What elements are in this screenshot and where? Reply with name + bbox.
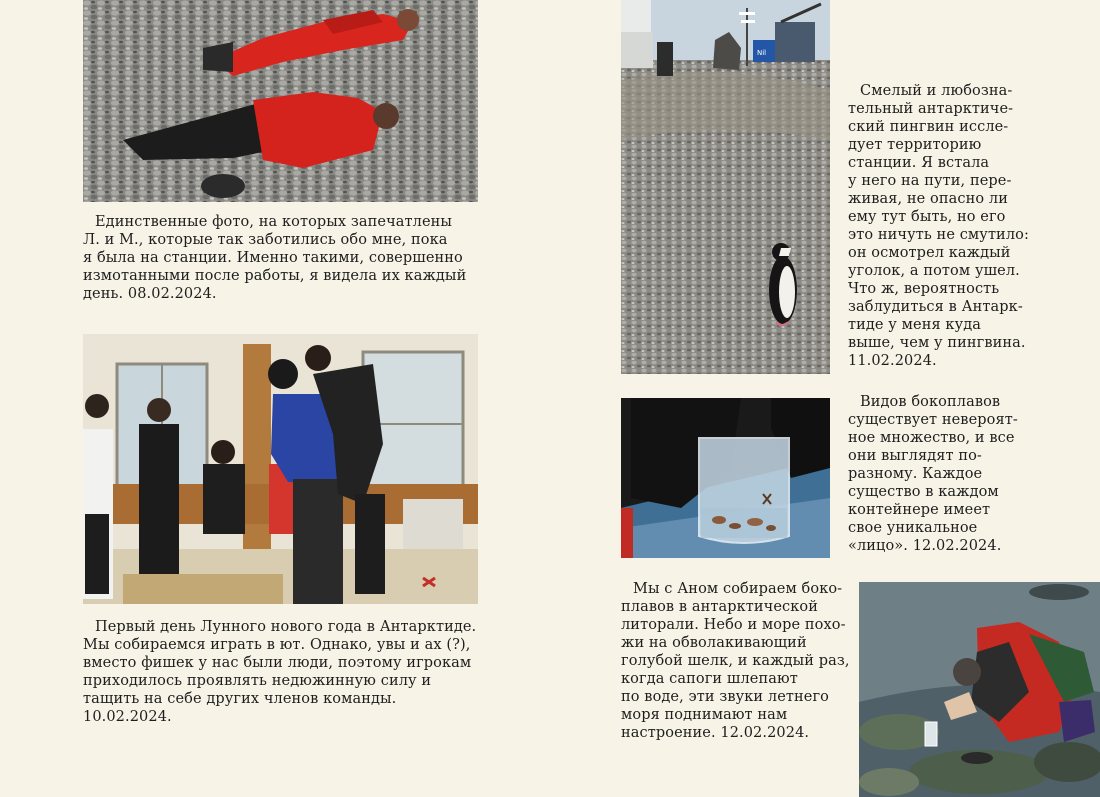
caption-photo-5: Мы с Аном собираем боко- плавов в антарктической литорали. Небо и море похо- жи на обволакивающий голубой шелк, и каждый раз, когда сапоги шлепают по воде, эти звуки летнего моря поднимают нам настроение. 12.02.2024. xyxy=(621,581,850,741)
photo-tidal-collecting xyxy=(859,582,1100,797)
photo-lying-on-pebbles xyxy=(83,0,478,202)
photo-amphipods xyxy=(621,398,830,558)
caption-photo-1: Единственные фото, на которых запечатлены Л. и М., которые так заботились обо мне, пока я была на станции. Именно такими, совершенно измотанными после работы, я видела их каждый день. 08.02.2024. xyxy=(83,214,467,302)
container-label: Nil xyxy=(757,49,767,57)
photo-yut-game xyxy=(83,334,478,604)
caption-photo-4: Видов бокоплавов существует невероят- ное множество, и все они выглядят по- разному. Каждое существо в каждом контейнере имеет свое уникальное «лицо». 12.02.2024. xyxy=(848,394,1018,554)
caption-photo-2: Первый день Лунного нового года в Антарктиде. Мы собираемся играть в ют. Однако, увы и ах (?), вместо фишек у нас были люди, поэтому игрокам приходилось проявлять недюжинную силу и тащить на себе других членов команды. 10.02.2024. xyxy=(83,619,477,725)
photo-penguin xyxy=(621,0,830,374)
caption-photo-3: Смелый и любозна- тельный антарктиче- ский пингвин иссле- дует территорию станции. Я встала у него на пути, пере- живая, не опасно ли ему тут быть, но его это ничуть не смутило: он осмотрел каждый уголок, а потом ушел. Что ж, вероятность заблудиться в Антарк- тиде у меня куда выше, чем у пингвина. 11.02.2024. xyxy=(848,83,1029,369)
